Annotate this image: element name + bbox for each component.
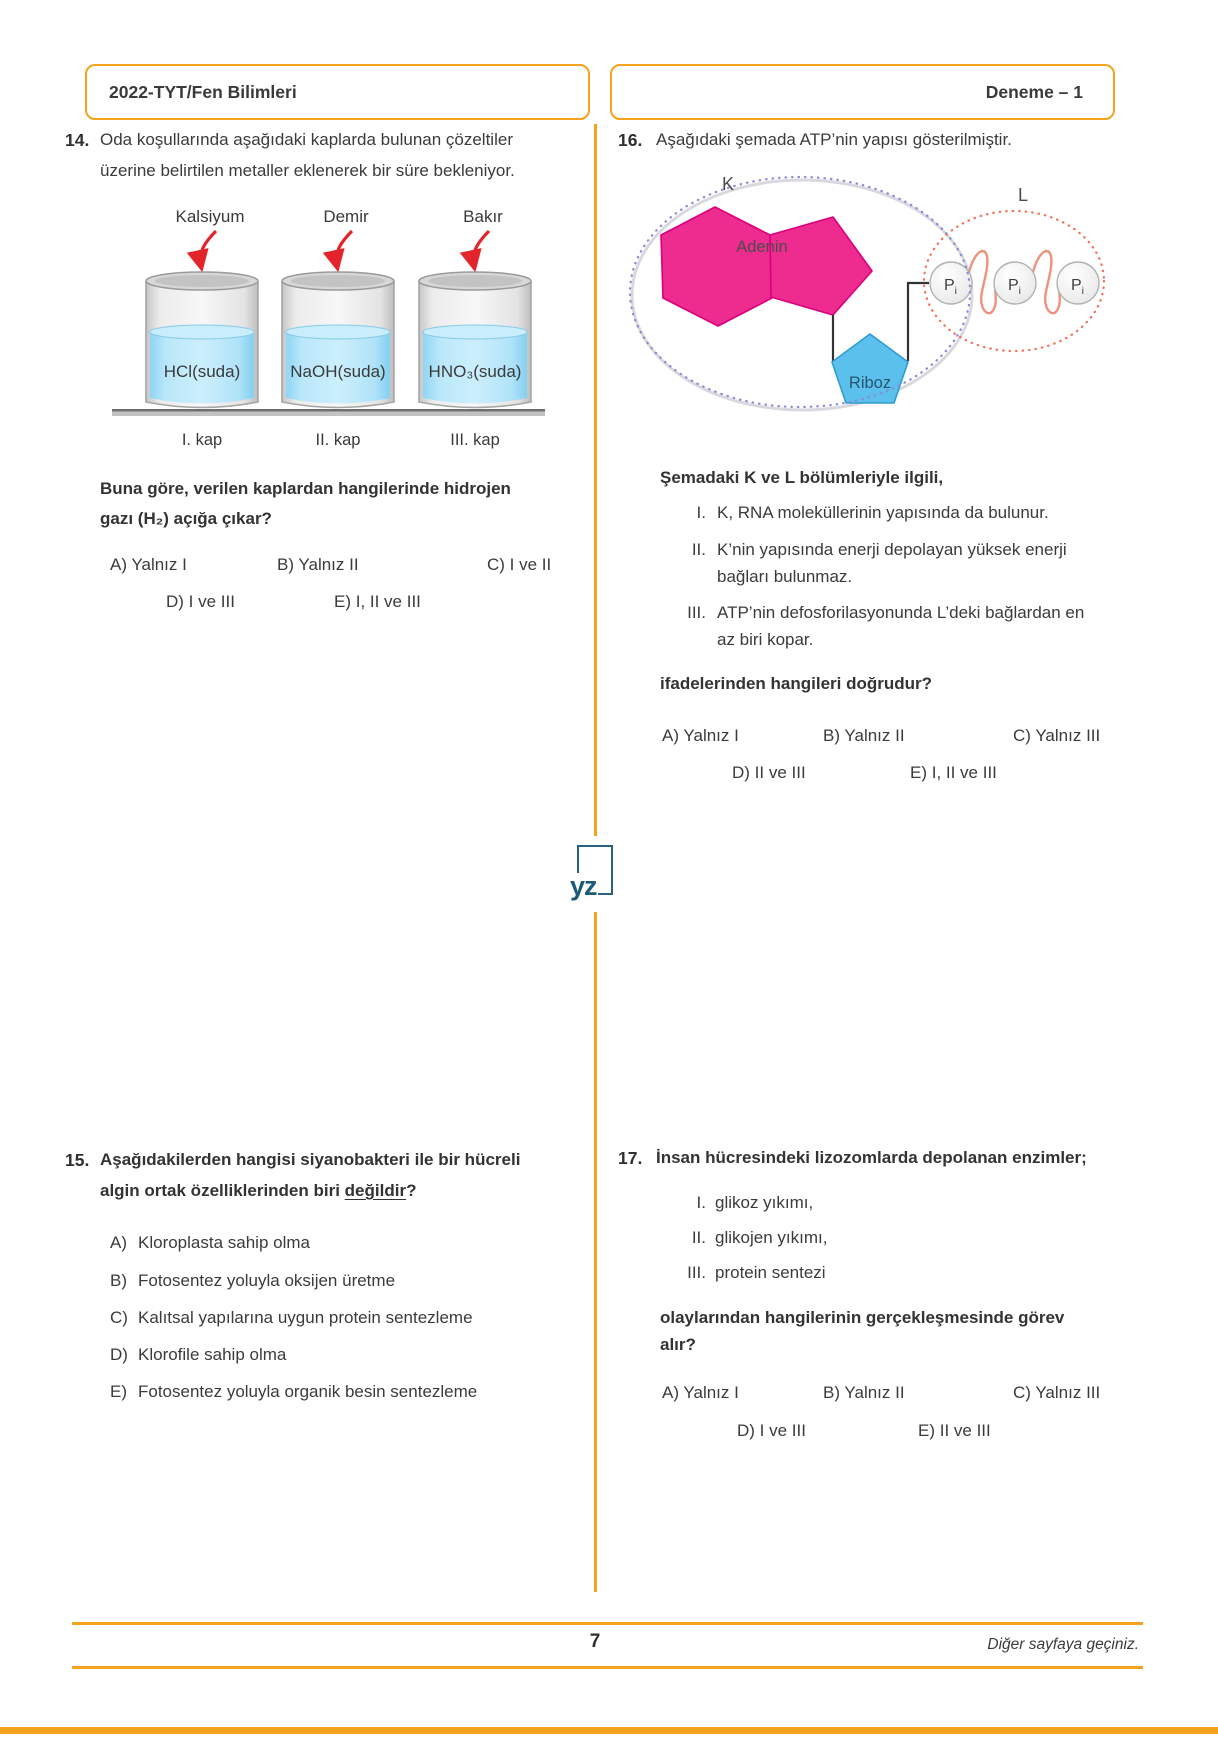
phosphate-label-1: $P_i$: [944, 277, 958, 297]
q17-option-c: C) Yalnız III: [1013, 1383, 1101, 1402]
q15-stem-line1: Aşağıdakilerden hangisi siyanobakteri ile bir hücreli: [100, 1150, 521, 1169]
q16-stem: Şemadaki K ve L bölümleriyle ilgili,: [660, 468, 944, 487]
solution-label-2: NaOH(suda): [290, 362, 386, 381]
phosphate-groups: [930, 262, 1099, 304]
column-divider-bottom: [594, 912, 597, 1592]
q17-option-d: D) I ve III: [737, 1421, 806, 1440]
arrow-icon-3: [473, 231, 489, 266]
phosphate-label-3: $P_i$: [1071, 277, 1085, 297]
bond-riboz-phosphate: [908, 283, 929, 361]
exam-title: 2022-TYT/Fen Bilimleri: [109, 81, 297, 102]
q16-item2-numeral: II.: [691, 540, 706, 559]
q17-item1-numeral: I.: [696, 1193, 706, 1212]
q17-stem: İnsan hücresindeki lizozomlarda depolanan enzimler;: [656, 1148, 1087, 1167]
q14-intro-line1: Oda koşullarında aşağıdaki kaplarda bulunan çözeltiler: [100, 130, 513, 149]
q14-question-line2: gazı (H₂) açığa çıkar?: [100, 509, 272, 528]
q15-option-d: D) Klorofile sahip olma: [110, 1345, 287, 1364]
q14-option-c: C) I ve II: [487, 555, 552, 574]
q17-item3-text: protein sentezi: [715, 1263, 826, 1282]
footer-note: Diğer sayfaya geçiniz.: [987, 1636, 1139, 1653]
q16-option-d: D) II ve III: [732, 763, 806, 782]
q14-option-e: E) I, II ve III: [334, 592, 421, 611]
q15-option-a: A) Kloroplasta sahip olma: [110, 1233, 310, 1252]
q17-option-b: B) Yalnız II: [823, 1383, 905, 1402]
q16-item2-line2: bağları bulunmaz.: [717, 567, 853, 586]
q15-number: 15.: [65, 1150, 90, 1170]
publisher-logo: [570, 845, 613, 901]
q15-option-b: B) Fotosentez yoluyla oksijen üretme: [110, 1271, 396, 1290]
q17-question-line1: olaylarından hangilerinin gerçekleşmesinde görev: [660, 1308, 1065, 1327]
solution-label-1: HCl(suda): [163, 362, 241, 381]
container-label-2: II. kap: [315, 431, 361, 449]
q17-option-a: A) Yalnız I: [662, 1383, 739, 1402]
q14-option-d: D) I ve III: [166, 592, 235, 611]
arrow-icon-2: [336, 231, 352, 266]
q17-question-line2: alır?: [660, 1335, 696, 1354]
q16-item1-numeral: I.: [696, 503, 706, 522]
q15-option-e: E) Fotosentez yoluyla organik besin sentezleme: [110, 1382, 478, 1401]
header-right-box: [610, 64, 1115, 120]
q17-item3-numeral: III.: [687, 1263, 706, 1282]
q17-item2-text: glikojen yıkımı,: [715, 1228, 828, 1247]
beaker-2: [282, 272, 394, 408]
q16-intro: Aşağıdaki şemada ATP’nin yapısı gösterilmiştir.: [656, 130, 1012, 149]
page-number: 7: [589, 1631, 601, 1652]
riboz-shape: [832, 334, 908, 403]
q17-number: 17.: [618, 1148, 643, 1168]
solution-label-3: HNO₃(suda): [428, 362, 522, 381]
q16-option-a: A) Yalnız I: [662, 726, 739, 745]
metal-label-1: Kalsiyum: [175, 207, 245, 226]
adenin-pentagon: [770, 217, 872, 315]
adenin-shape: [661, 207, 872, 326]
adenin-hexagon: [661, 207, 772, 326]
q15-stem-line2: algin ortak özelliklerinden biri değildir?: [100, 1181, 417, 1200]
riboz-label: Riboz: [848, 374, 892, 392]
drop-arrows: [200, 231, 489, 266]
q16-number: 16.: [618, 130, 643, 150]
header-left-box: [85, 64, 590, 120]
publisher-logo-text: yz: [570, 871, 597, 901]
q15-option-c: C) Kalıtsal yapılarına uygun protein sentezleme: [110, 1308, 473, 1327]
q14-beaker-diagram: [0, 190, 600, 450]
adenin-label: Adenin: [736, 238, 788, 256]
phosphate-label-2: $P_i$: [1008, 277, 1022, 297]
q16-option-b: B) Yalnız II: [823, 726, 905, 745]
q16-item2-line1: K’nin yapısında enerji depolayan yüksek enerji: [717, 540, 1067, 559]
metal-label-3: Bakır: [463, 207, 503, 226]
q16-item3-line2: az biri kopar.: [717, 630, 814, 649]
q17-item1-text: glikoz yıkımı,: [715, 1193, 814, 1212]
q14-number: 14.: [65, 130, 90, 150]
ground-line: [112, 409, 545, 416]
k-region-label: K: [722, 174, 735, 194]
footer-rule-top: [72, 1622, 1143, 1625]
q17-option-e: E) II ve III: [918, 1421, 991, 1440]
exam-edition: Deneme – 1: [985, 81, 1083, 102]
q16-item1-text: K, RNA moleküllerinin yapısında da bulunur.: [717, 503, 1049, 522]
metal-label-2: Demir: [323, 207, 369, 226]
q17-item2-numeral: II.: [691, 1228, 706, 1247]
bond-wave-2: [1033, 251, 1060, 313]
q14-question-line1: Buna göre, verilen kaplardan hangilerinde hidrojen: [100, 479, 511, 498]
q14-intro-line2: üzerine belirtilen metaller eklenerek bir süre bekleniyor.: [100, 161, 515, 180]
page-bottom-bar: [0, 1727, 1218, 1734]
container-label-1: I. kap: [181, 431, 223, 449]
q14-option-b: B) Yalnız II: [277, 555, 359, 574]
q16-item3-numeral: III.: [687, 603, 706, 622]
q16-item3-line1: ATP’nin defosforilasyonunda L’deki bağlardan en: [717, 603, 1085, 622]
q16-atp-diagram: [590, 158, 1150, 420]
q16-question: ifadelerinden hangileri doğrudur?: [660, 674, 933, 693]
container-label-3: III. kap: [450, 431, 500, 449]
arrow-icon-1: [200, 231, 216, 266]
q16-option-c: C) Yalnız III: [1013, 726, 1101, 745]
q15-underlined-word: değildir: [344, 1181, 407, 1200]
beaker-3: [419, 272, 531, 408]
beaker-1: [146, 272, 258, 408]
footer-rule-bottom: [72, 1666, 1143, 1669]
q16-option-e: E) I, II ve III: [910, 763, 997, 782]
q14-option-a: A) Yalnız I: [110, 555, 187, 574]
l-region-label: L: [1018, 185, 1029, 205]
